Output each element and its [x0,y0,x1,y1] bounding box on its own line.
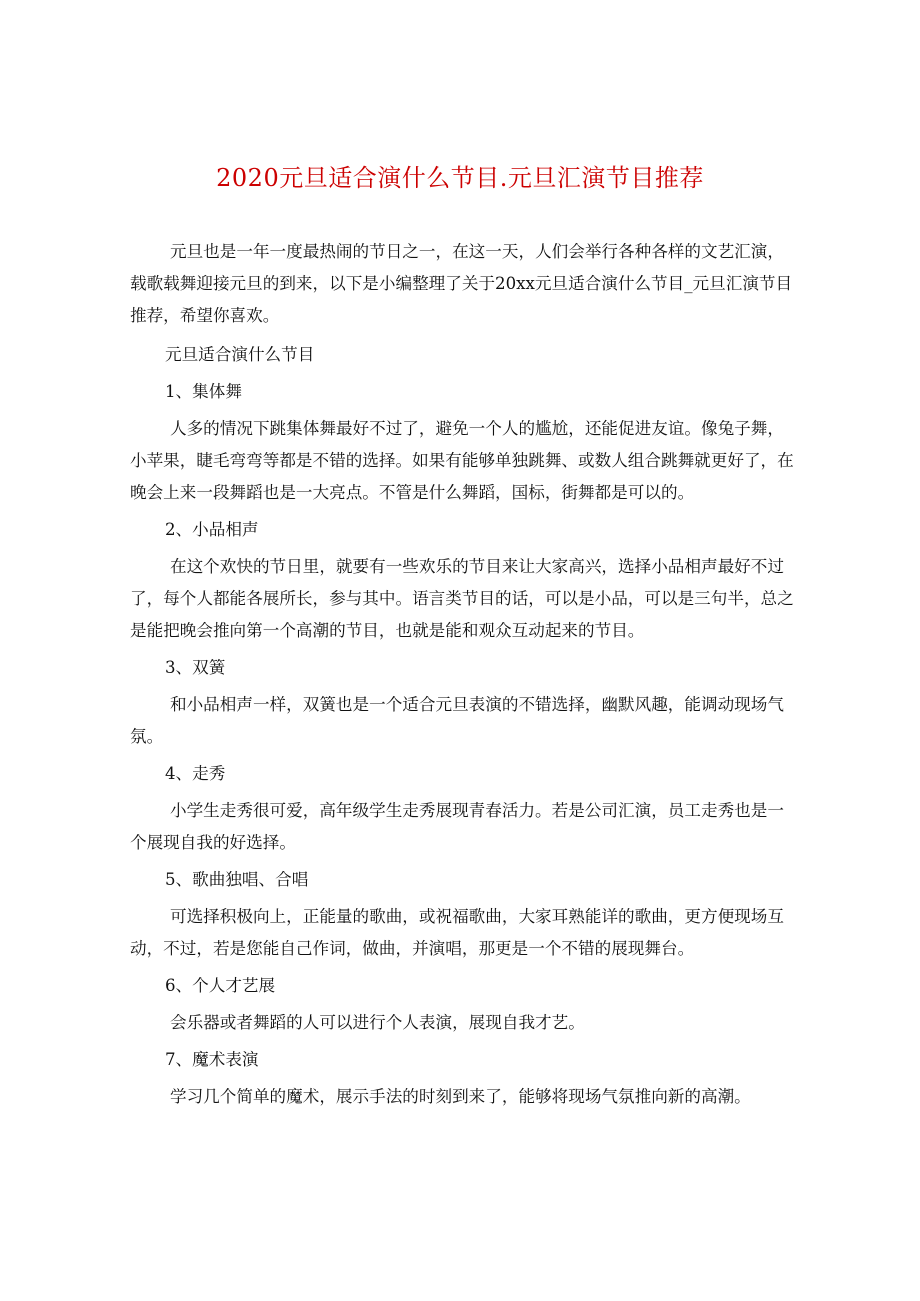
item-body: 小学生走秀很可爱，高年级学生走秀展现青春活力。若是公司汇演，员工走秀也是一个展现自我的好选择。 [130,801,784,852]
section-heading: 元旦适合演什么节目 [165,345,315,364]
item-heading: 3、双簧 [165,658,226,677]
item-heading: 6、个人才艺展 [165,976,276,995]
item-body: 可选择积极向上，正能量的歌曲，或祝福歌曲，大家耳熟能详的歌曲，更方便现场互动，不过，若是您能自己作词，做曲，并演唱，那更是一个不错的展现舞台。 [130,907,784,958]
document-title: 2020元旦适合演什么节目.元旦汇演节目推荐 [216,164,704,192]
item-heading: 5、歌曲独唱、合唱 [165,870,309,889]
item-body: 会乐器或者舞蹈的人可以进行个人表演，展现自我才艺。 [170,1013,585,1032]
item-body: 在这个欢快的节日里，就要有一些欢乐的节目来让大家高兴，选择小品相声最好不过了，每个人都能各展所长，参与其中。语言类节目的话，可以是小品，可以是三句半，总之是能把晚会推向第一个高潮的节目，也就是能和观众互动起来的节目。 [130,557,794,640]
item-heading: 4、走秀 [165,764,226,783]
item-heading: 1、集体舞 [165,382,242,401]
item-body: 学习几个简单的魔术，展示手法的时刻到来了，能够将现场气氛推向新的高潮。 [170,1087,751,1106]
item-heading: 2、小品相声 [165,520,259,539]
item-body: 和小品相声一样，双簧也是一个适合元旦表演的不错选择，幽默风趣，能调动现场气氛。 [130,695,784,746]
item-body: 人多的情况下跳集体舞最好不过了，避免一个人的尴尬，还能促进友谊。像兔子舞，小苹果，睫毛弯弯等都是不错的选择。如果有能够单独跳舞、或数人组合跳舞就更好了，在晚会上来一段舞蹈也是一大亮点。不管是什么舞蹈，国标，街舞都是可以的。 [130,419,794,502]
item-heading: 7、魔术表演 [165,1050,259,1069]
document-body [130,236,798,1118]
intro-paragraph: 元旦也是一年一度最热闹的节日之一，在这一天，人们会举行各种各样的文艺汇演，载歌载舞迎接元旦的到来，以下是小编整理了关于20xx元旦适合演什么节目_元旦汇演节目推荐，希望你喜欢。 [130,242,793,325]
